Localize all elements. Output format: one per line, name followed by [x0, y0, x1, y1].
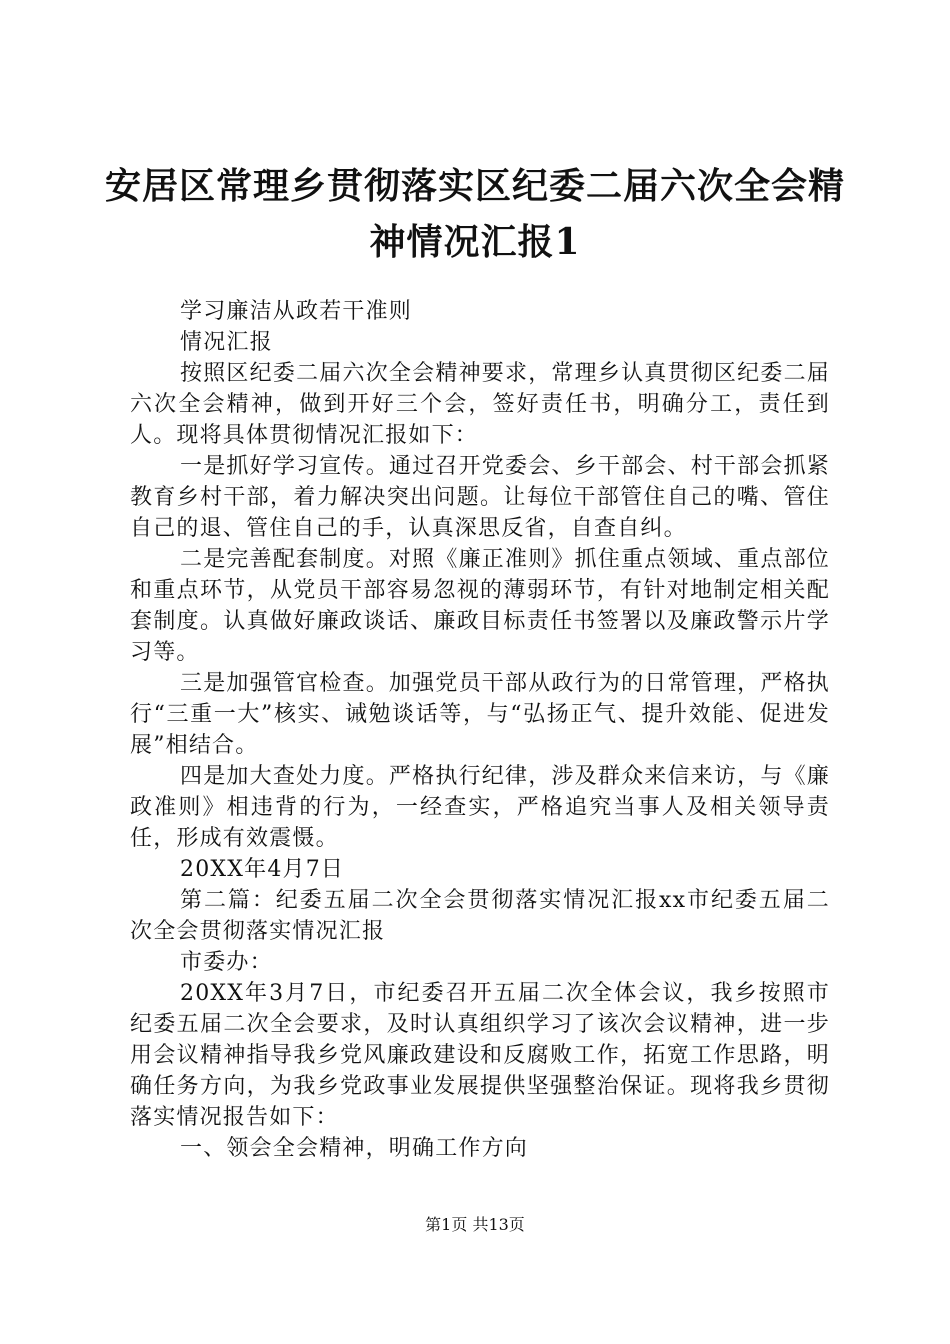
paragraph-subtitle-2: 情况汇报	[180, 330, 273, 355]
paragraph-date: 20XX年4月7日	[180, 857, 345, 882]
paragraph: 按照区纪委二届六次全会精神要求，常理乡认真贯彻区纪委二届六次全会精神，做到开好三个会，签好责任书，明确分工，责任到人。现将具体贯彻情况汇报如下：	[130, 361, 830, 448]
paragraph-addressee: 市委办：	[180, 950, 273, 975]
paragraph: 三是加强管官检查。加强党员干部从政行为的日常管理，严格执行“三重一大”核实、诫勉谈话等，与“弘扬正气、提升效能、促进发展”相结合。	[130, 671, 830, 758]
paragraph-subtitle: 学习廉洁从政若干准则	[180, 299, 413, 324]
document-title: 安居区常理乡贯彻落实区纪委二届六次全会精神情况汇报1	[104, 165, 845, 263]
document-body	[130, 296, 830, 1164]
paragraph-heading: 一、领会全会精神，明确工作方向	[180, 1136, 529, 1161]
page-footer: 第1页 共13页	[425, 1215, 525, 1234]
paragraph: 20XX年3月7日，市纪委召开五届二次全体会议，我乡按照市纪委五届二次全会要求，及时认真组织学习了该次会议精神，进一步用会议精神指导我乡党风廉政建设和反腐败工作，拓宽工作思路，明确任务方向，为我乡党政事业发展提供坚强整治保证。现将我乡贯彻落实情况报告如下：	[130, 981, 830, 1130]
paragraph: 二是完善配套制度。对照《廉正准则》抓住重点领域、重点部位和重点环节，从党员干部容易忽视的薄弱环节，有针对地制定相关配套制度。认真做好廉政谈话、廉政目标责任书签署以及廉政警示片学习等。	[130, 547, 830, 665]
paragraph: 四是加大查处力度。严格执行纪律，涉及群众来信来访，与《廉政准则》相违背的行为，一经查实，严格追究当事人及相关领导责任，形成有效震慑。	[130, 764, 830, 851]
paragraph: 一是抓好学习宣传。通过召开党委会、乡干部会、村干部会抓紧教育乡村干部，着力解决突出问题。让每位干部管住自己的嘴、管住自己的退、管住自己的手，认真深思反省，自查自纠。	[130, 454, 830, 541]
paragraph-second-title: 第二篇：纪委五届二次全会贯彻落实情况汇报xx市纪委五届二次全会贯彻落实情况汇报	[130, 888, 830, 944]
